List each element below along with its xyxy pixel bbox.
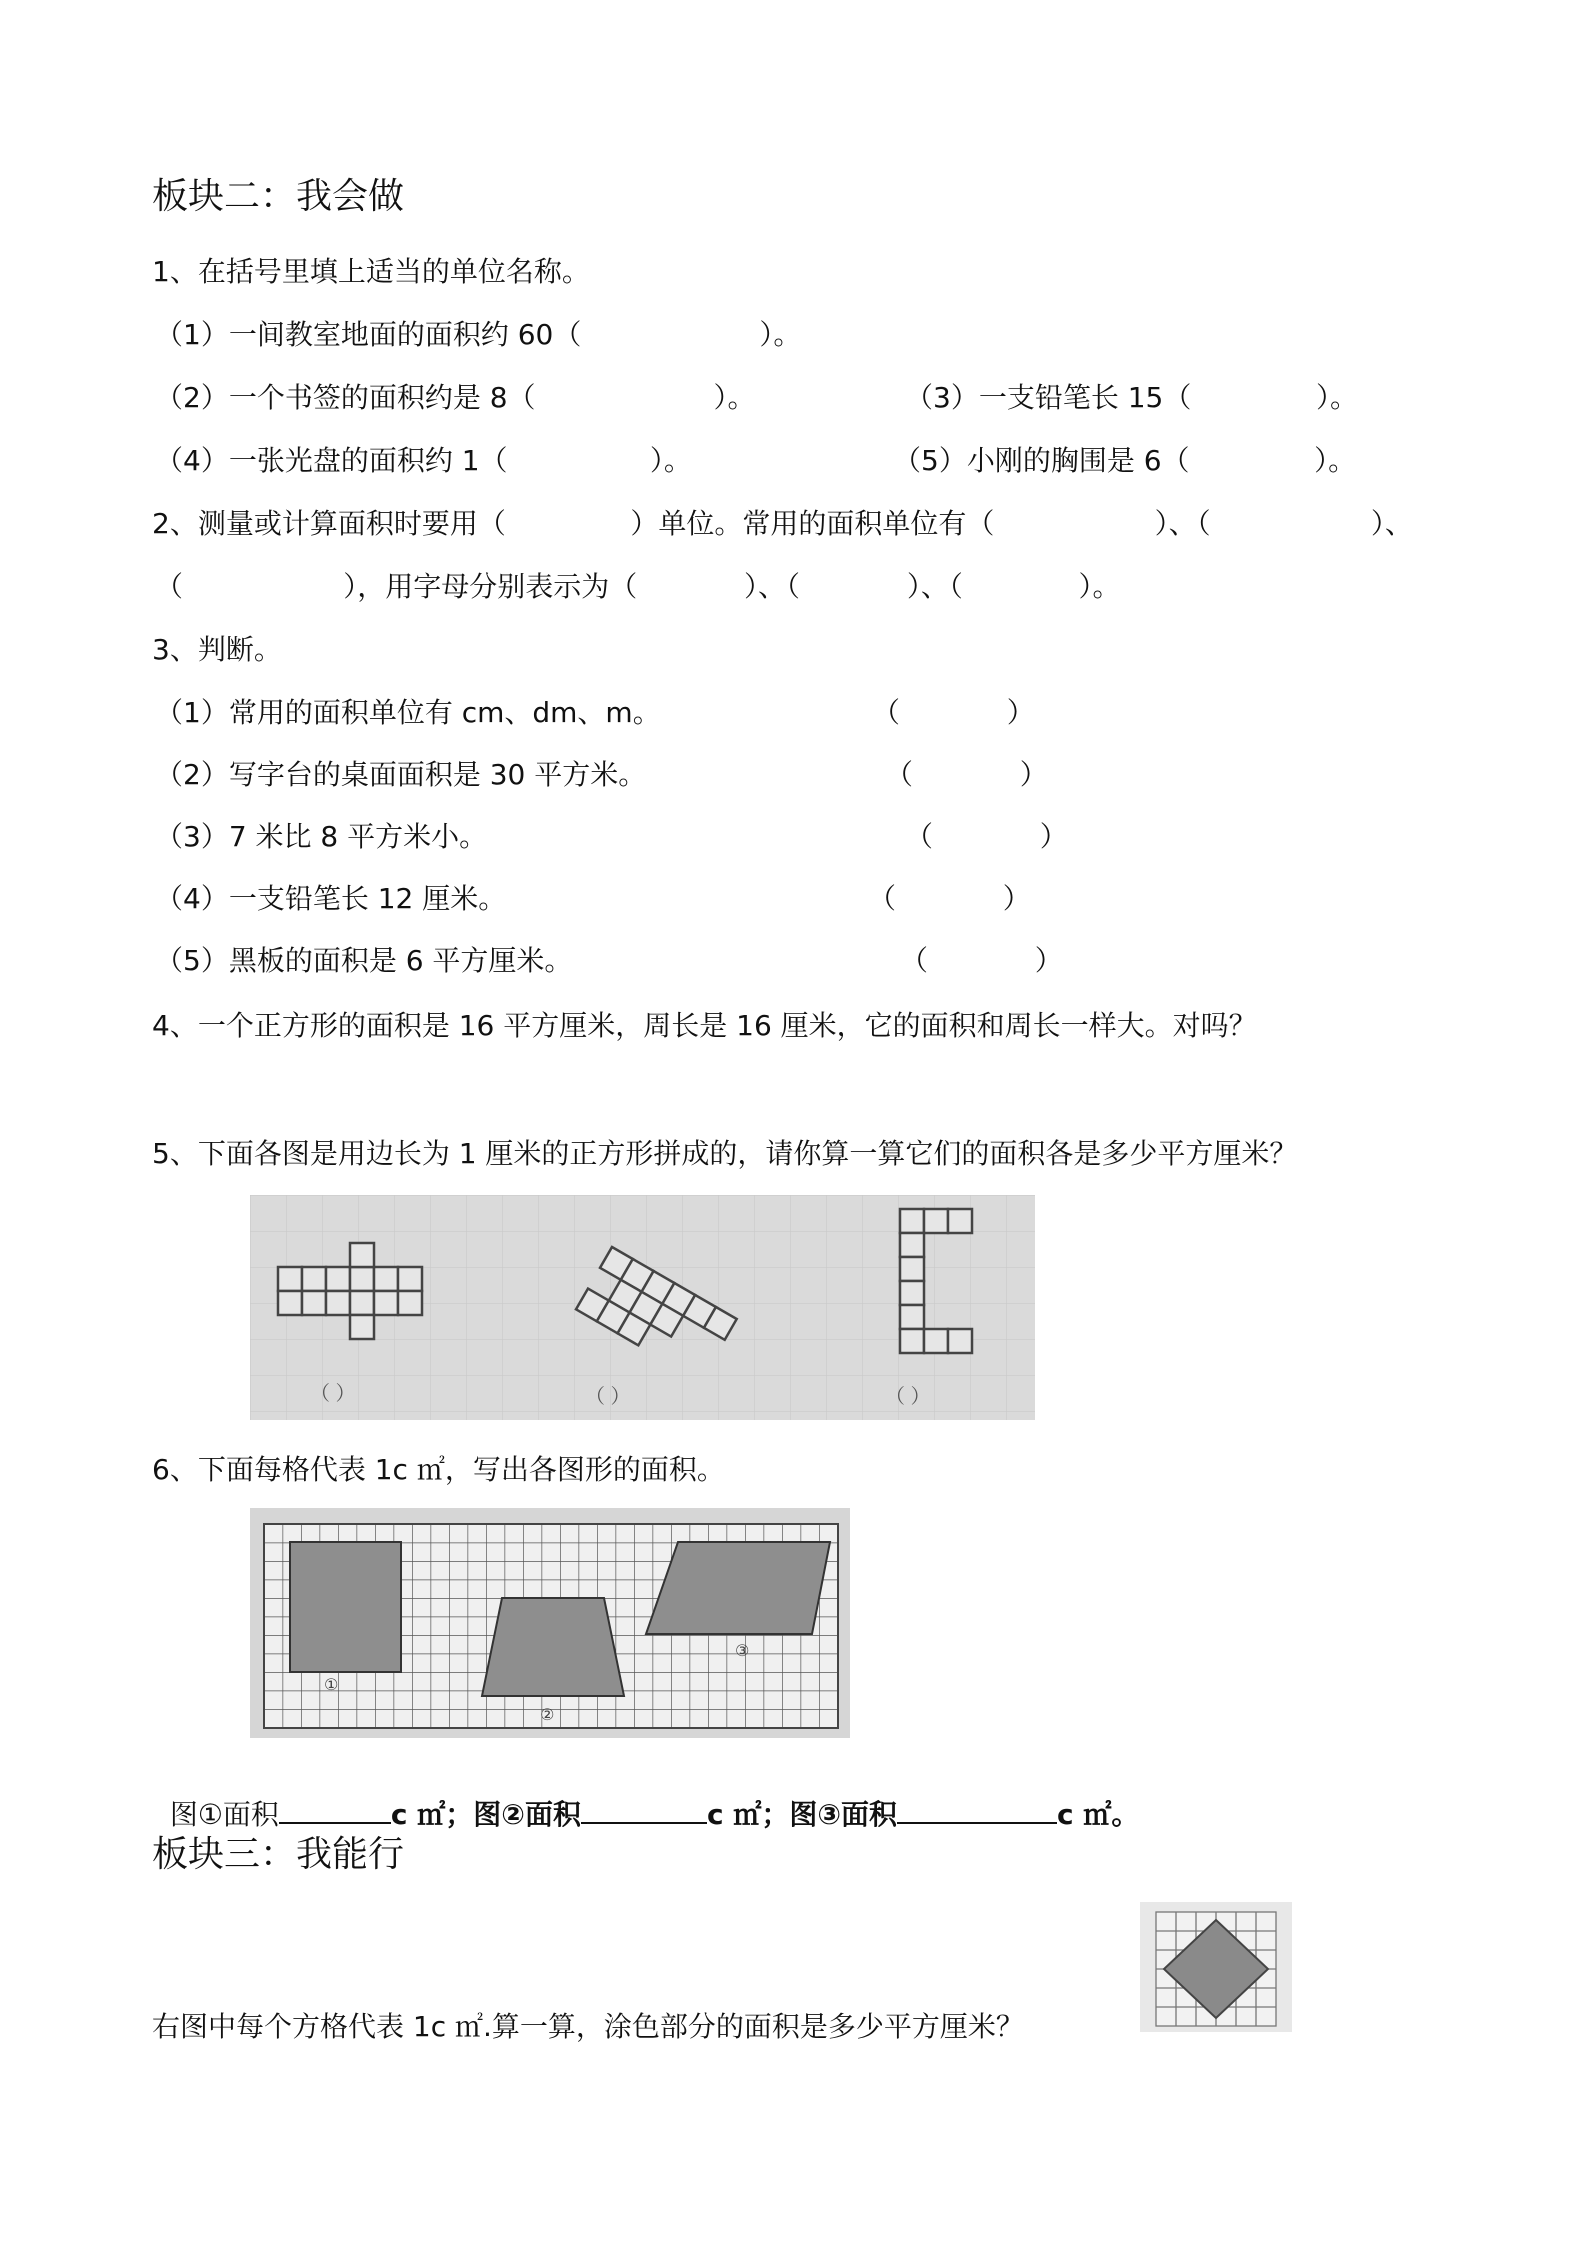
q2-line-2: （ ），用字母分别表示为（ ）、（ ）、（ ）。 bbox=[155, 570, 1121, 603]
s3-figure bbox=[1140, 1902, 1292, 2032]
q5-paren-2: （ ） bbox=[585, 1386, 631, 1408]
q6-label-2: ② bbox=[540, 1705, 555, 1724]
q3-item-2: （2）写字台的桌面面积是 30 平方米。 bbox=[155, 758, 647, 791]
q3-paren-3: （ ） bbox=[905, 820, 1068, 853]
q6-fig1-label: 图①面积 bbox=[169, 1798, 279, 1831]
q6-figure bbox=[250, 1508, 850, 1738]
section-title-3: 板块三：我能行 bbox=[152, 1834, 405, 1875]
q3-item-3: （3）7 米比 8 平方米小。 bbox=[155, 820, 488, 853]
q6-unit-3: c ㎡。 bbox=[1057, 1798, 1140, 1831]
q3-item-4: （4）一支铅笔长 12 厘米。 bbox=[155, 882, 507, 915]
q5-stem: 5、下面各图是用边长为 1 厘米的正方形拼成的，请你算一算它们的面积各是多少平方厘米？ bbox=[152, 1137, 1298, 1170]
q6-shape-2 bbox=[482, 1598, 624, 1696]
s3-question: 右图中每个方格代表 1c ㎡.算一算，涂色部分的面积是多少平方厘米？ bbox=[152, 2010, 1024, 2043]
q2-line-1: 2、测量或计算面积时要用（ ）单位。常用的面积单位有（ ）、（ ）、 bbox=[152, 507, 1413, 540]
q3-paren-2: （ ） bbox=[885, 758, 1048, 791]
q4-text: 4、一个正方形的面积是 16 平方厘米，周长是 16 厘米，它的面积和周长一样大。对吗？ bbox=[152, 1009, 1257, 1042]
q6-unit-2: c ㎡；图③面积 bbox=[706, 1798, 898, 1831]
q3-paren-4: （ ） bbox=[868, 882, 1031, 915]
q1-item-2: （2）一个书签的面积约是 8（ ）。 bbox=[155, 381, 756, 414]
q6-stem: 6、下面每格代表 1c ㎡，写出各图形的面积。 bbox=[152, 1453, 725, 1486]
q1-item-1: （1）一间教室地面的面积约 60（ ）。 bbox=[155, 318, 802, 351]
q6-shape-3 bbox=[646, 1542, 830, 1634]
q6-blank-1[interactable] bbox=[279, 1798, 391, 1824]
q6-shape-1 bbox=[290, 1542, 401, 1672]
section-title-2: 板块二：我会做 bbox=[152, 176, 405, 217]
q6-blank-2[interactable] bbox=[581, 1798, 707, 1824]
q1-stem: 1、在括号里填上适当的单位名称。 bbox=[152, 255, 590, 288]
q6-label-3: ③ bbox=[735, 1641, 750, 1660]
q1-item-5: （5）小刚的胸围是 6（ ）。 bbox=[893, 444, 1357, 477]
q6-unit-1: c ㎡；图②面积 bbox=[390, 1798, 581, 1831]
q1-item-3: （3）一支铅笔长 15（ ）。 bbox=[905, 381, 1358, 414]
q5-paren-1: （ ） bbox=[310, 1383, 356, 1405]
q3-item-5: （5）黑板的面积是 6 平方厘米。 bbox=[155, 944, 573, 977]
q3-stem: 3、判断。 bbox=[152, 633, 282, 666]
q6-label-1: ① bbox=[324, 1675, 339, 1694]
q1-item-4: （4）一张光盘的面积约 1（ ）。 bbox=[155, 444, 692, 477]
q5-paren-3: （ ） bbox=[885, 1386, 931, 1408]
q3-paren-5: （ ） bbox=[900, 944, 1063, 977]
q6-blank-3[interactable] bbox=[897, 1798, 1057, 1824]
q3-item-1: （1）常用的面积单位有 cm、dm、m。 bbox=[155, 696, 661, 729]
q6-answer-line bbox=[152, 1760, 1139, 1833]
q3-paren-1: （ ） bbox=[872, 696, 1035, 729]
q5-figure bbox=[250, 1195, 1035, 1420]
